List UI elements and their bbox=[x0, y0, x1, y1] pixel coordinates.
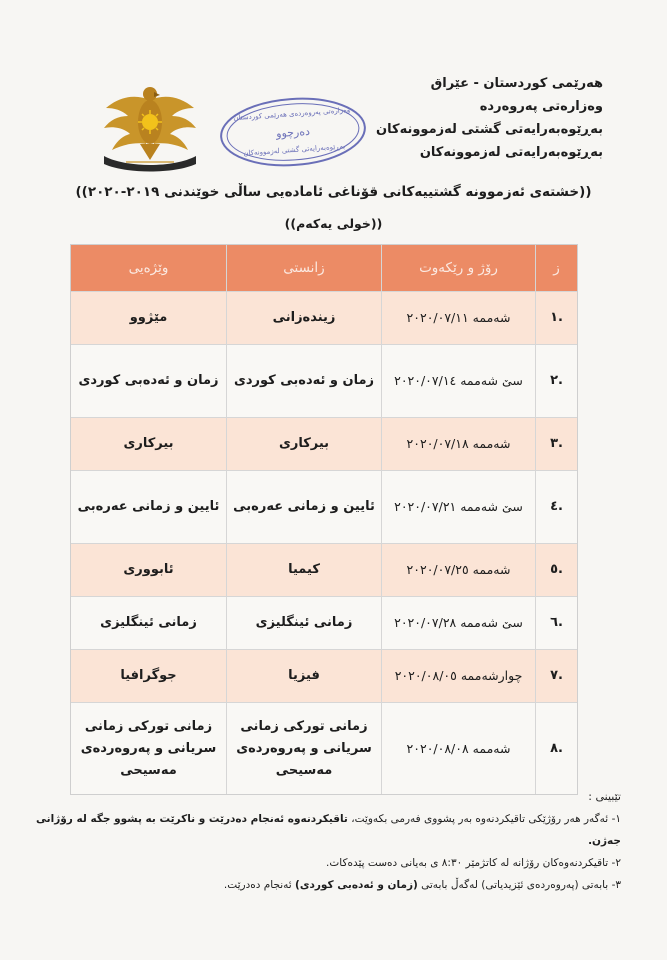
note-3-text-b: ئەنجام دەدرێت. bbox=[223, 879, 296, 891]
notes-section bbox=[21, 786, 621, 896]
row-date: شەممە ٢٠٢٠/٠٧/١٨ bbox=[381, 418, 535, 470]
table-row bbox=[71, 596, 577, 649]
document-title: ((خشتەی ئەزموونە گشتییەکانی قۆناغی ئامادەیی ساڵی خوێندنی ٢٠١٩-٢٠٢٠)) bbox=[75, 184, 592, 200]
row-number: .٨ bbox=[535, 703, 577, 794]
ministry-header bbox=[343, 72, 603, 164]
row-number: .٢ bbox=[535, 345, 577, 417]
note-3-text-a: ٣- بابەتی (پەروەردەی ئێزیدیاتی) لەگەڵ بابەتی bbox=[417, 879, 621, 891]
note-3-emphasis: (زمان و ئەدەبی کوردی) bbox=[295, 879, 418, 891]
row-science-subject: ئایین و زمانی عەرەبی bbox=[226, 471, 381, 543]
row-number: .١ bbox=[535, 292, 577, 344]
row-number: .٤ bbox=[535, 471, 577, 543]
document-subtitle: ((خولی یەکەم)) bbox=[284, 216, 383, 231]
row-date: شەممە ٢٠٢٠/٠٨/٠٨ bbox=[381, 703, 535, 794]
note-1-emphasis: تاقیکردنەوە ئەنجام دەدرێت و ناکرێت بە پشوو جگە لە رۆژانی جەژن. bbox=[36, 813, 621, 847]
table-row bbox=[71, 470, 577, 543]
header-date: رۆژ و رێکەوت bbox=[381, 245, 535, 291]
exam-schedule-table bbox=[70, 244, 578, 795]
notes-heading: تێبینی : bbox=[588, 790, 621, 803]
row-date: سێ شەممە ٢٠٢٠/٠٧/١٤ bbox=[381, 345, 535, 417]
header-science: زانستی bbox=[226, 245, 381, 291]
note-1 bbox=[21, 808, 621, 852]
row-literary-subject: جوگرافیا bbox=[120, 668, 177, 683]
table-row bbox=[71, 702, 577, 794]
row-date: شەممە ٢٠٢٠/٠٧/١١ bbox=[381, 292, 535, 344]
row-date: سێ شەممە ٢٠٢٠/٠٧/٢٨ bbox=[381, 597, 535, 649]
table-row bbox=[71, 344, 577, 417]
kurdistan-emblem-logo bbox=[96, 78, 204, 174]
note-2: ٢- تاقیکردنەوەکان رۆژانە لە کاتژمێر ٨:٣٠ ی بەیانی دەست پێدەکات. bbox=[326, 857, 621, 869]
row-literary-subject: زمانی تورکی زمانی سریانی و پەروەردەی مەسیحی bbox=[80, 718, 217, 778]
row-literary-subject: مێژوو bbox=[129, 310, 168, 325]
note-1-text: ١- ئەگەر هەر رۆژێکی تاقیکردنەوە بەر پشووی فەرمی بکەوێت، bbox=[347, 813, 621, 825]
header-literary: وێژەیی bbox=[128, 260, 169, 276]
row-science-subject: زیندەزانی bbox=[226, 292, 381, 344]
row-science-subject: زمان و ئەدەبی کوردی bbox=[226, 345, 381, 417]
header-number: ز bbox=[535, 245, 577, 291]
row-number: .٥ bbox=[535, 544, 577, 596]
stamp-bottom-text: بەڕێوەبەرایەتی گشتی لەزموونەکان bbox=[243, 142, 346, 158]
row-science-subject: کیمیا bbox=[226, 544, 381, 596]
row-science-subject: فیزیا bbox=[226, 650, 381, 702]
table-row bbox=[71, 417, 577, 470]
note-3 bbox=[21, 874, 621, 896]
table-row bbox=[71, 543, 577, 596]
row-number: .٣ bbox=[535, 418, 577, 470]
stamp-center-text: دەرچوو bbox=[275, 124, 311, 141]
stamp-top-text: وەزارەتی پەروەردەی هەرێمی کوردستان bbox=[233, 105, 351, 123]
table-header-row bbox=[71, 245, 577, 291]
table-row bbox=[71, 649, 577, 702]
table-row bbox=[71, 291, 577, 344]
row-literary-subject: زمانی ئینگلیزی bbox=[100, 615, 197, 630]
row-literary-subject: ئایین و زمانی عەرەبی bbox=[77, 499, 220, 514]
row-date: چوارشەممە ٢٠٢٠/٠٨/٠٥ bbox=[381, 650, 535, 702]
row-number: .٦ bbox=[535, 597, 577, 649]
row-literary-subject: زمان و ئەدەبی کوردی bbox=[78, 373, 219, 388]
row-date: شەممە ٢٠٢٠/٠٧/٢٥ bbox=[381, 544, 535, 596]
header-directorate: بەڕێوەبەرایەتی لەزموونەکان bbox=[419, 145, 603, 160]
row-date: سێ شەممە ٢٠٢٠/٠٧/٢١ bbox=[381, 471, 535, 543]
header-ministry: وەزارەتی پەروەردە bbox=[479, 99, 603, 114]
row-number: .٧ bbox=[535, 650, 577, 702]
row-literary-subject: بیرکاری bbox=[123, 436, 174, 451]
row-science-subject: زمانی ئینگلیزی bbox=[226, 597, 381, 649]
row-science-subject: زمانی تورکی زمانی سریانی و پەروەردەی مەسیحی bbox=[226, 703, 381, 794]
row-literary-subject: ئابووری bbox=[123, 562, 174, 577]
header-directorate-general: بەڕێوەبەرایەتی گشتی لەزموونەکان bbox=[376, 122, 603, 137]
row-science-subject: بیرکاری bbox=[226, 418, 381, 470]
header-region: هەرێمی کوردستان - عێراق bbox=[430, 76, 603, 91]
